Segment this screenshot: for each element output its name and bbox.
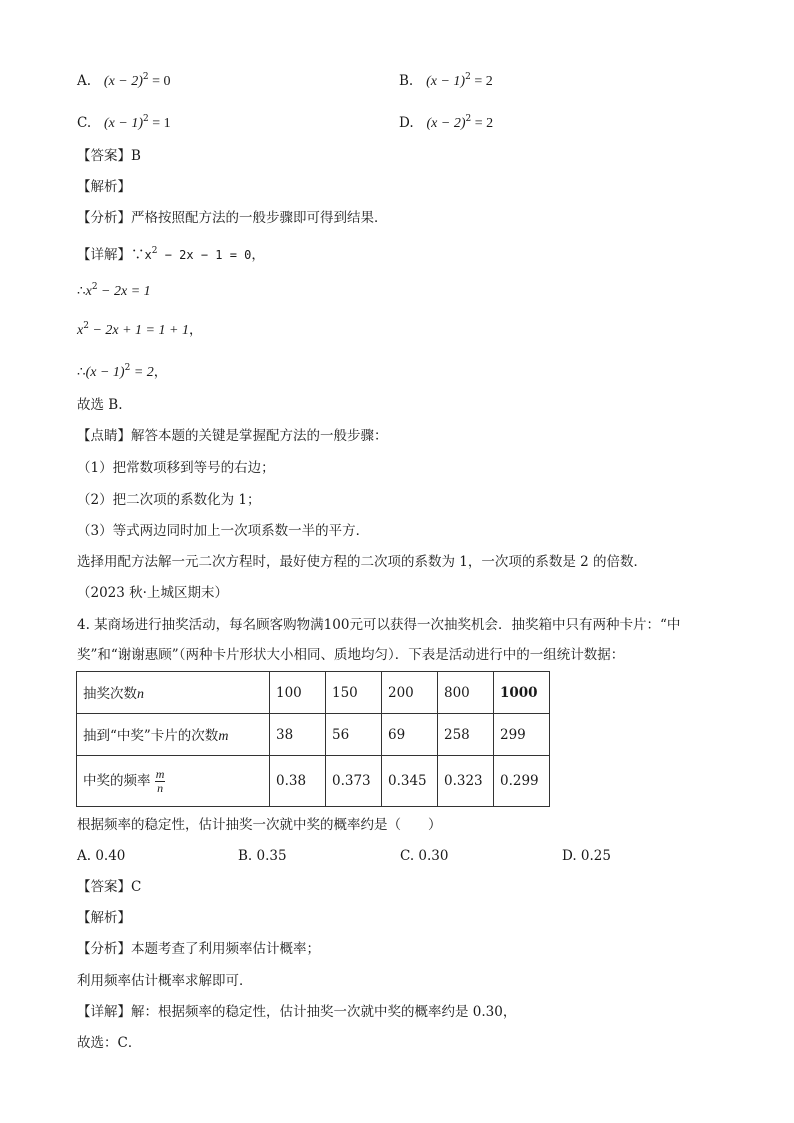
q4-analysis: 【分析】本题考查了利用频率估计概率；: [77, 941, 320, 957]
therefore-symbol: ∴: [77, 283, 86, 299]
q4-option-c: C. 0.30: [400, 848, 449, 864]
table-row: [77, 672, 550, 714]
step3-rhs: = 2: [130, 365, 154, 380]
table-cell: 56: [326, 714, 382, 756]
q4-option-b: B. 0.35: [238, 848, 287, 864]
table-cell: 0.323: [438, 756, 494, 807]
option-a-rhs: = 0: [148, 74, 171, 89]
step2-exp: 2: [83, 321, 89, 331]
var-m: m: [218, 729, 229, 744]
option-a-math: (x − 2): [103, 74, 143, 89]
option-b-math: (x − 1): [426, 74, 466, 89]
step3-exp: 2: [124, 363, 131, 373]
table-row-label: [77, 714, 270, 756]
q4-analysis-2: 利用频率估计概率求解即可．: [77, 973, 253, 989]
statistics-table: [76, 671, 550, 807]
step3-lhs: (x − 1): [85, 365, 125, 380]
q4-stem-line2: 奖”和“谢谢惠顾”（两种卡片形状大小相同、质地均匀）．下表是活动进行中的一组统计数据：: [77, 647, 625, 663]
step2-equation: − 2x + 1 = 1 + 1: [88, 323, 189, 338]
q4-answer: 【答案】C: [77, 879, 142, 895]
q3-summary: 选择用配方法解一元二次方程时，最好使方程的二次项的系数为 1，一次项的系数是 2 的倍数．: [77, 554, 648, 570]
row-label-text: 抽到“中奖”卡片的次数: [83, 728, 219, 744]
step2-suffix: ，: [188, 322, 203, 338]
table-cell: 1000: [494, 672, 550, 714]
q4-source: （2023 秋·上城区期末）: [77, 585, 228, 601]
option-d-rhs: = 2: [471, 116, 494, 131]
fraction-m-over-n: [155, 768, 166, 795]
table-cell: 299: [494, 714, 550, 756]
q3-step2: [77, 317, 202, 340]
option-d: [399, 110, 493, 133]
fraction-denominator: n: [157, 780, 164, 795]
table-cell: 0.373: [326, 756, 382, 807]
option-a-label: A.: [77, 73, 92, 89]
q3-detail-line: [77, 242, 265, 264]
q4-jiexi-heading: 【解析】: [77, 910, 131, 926]
option-c-math: (x − 1): [104, 116, 144, 131]
option-b: [399, 68, 493, 91]
step1-x: x: [85, 284, 92, 299]
q3-step1: [77, 278, 151, 301]
q3-step3: [77, 359, 167, 382]
option-d-math: (x − 2): [426, 116, 466, 131]
table-cell: 0.345: [382, 756, 438, 807]
q3-detail-equation: − 2x − 1 = 0: [157, 248, 252, 262]
q4-stem-line1: 4. 某商场进行抽奖活动，每名顾客购物满100元可以获得一次抽奖机会．抽奖箱中只有两种卡片：“中: [77, 617, 681, 633]
table-cell: 69: [382, 714, 438, 756]
var-n: n: [137, 687, 144, 702]
q4-conclusion: 故选：C．: [77, 1035, 142, 1051]
q3-jiexi-heading: 【解析】: [77, 179, 131, 195]
table-row: [77, 714, 550, 756]
q3-point-1: （1）把常数项移到等号的右边；: [77, 460, 275, 476]
option-c: [77, 110, 171, 133]
option-b-label: B.: [399, 73, 414, 89]
option-b-rhs: = 2: [470, 74, 493, 89]
q4-option-a: A. 0.40: [77, 848, 126, 864]
table-cell: 150: [326, 672, 382, 714]
option-c-rhs: = 1: [148, 116, 171, 131]
table-cell: 200: [382, 672, 438, 714]
q3-detail-exp: 2: [151, 246, 158, 256]
step3-suffix: ，: [153, 364, 168, 380]
step1-equation: − 2x = 1: [97, 284, 151, 299]
row-label-text: 抽奖次数: [83, 686, 137, 702]
option-a: [77, 68, 171, 91]
table-cell: 100: [270, 672, 326, 714]
fraction-numerator: m: [155, 766, 165, 781]
q4-option-d: D. 0.25: [562, 848, 611, 864]
q3-detail-prefix: 【详解】∵: [77, 247, 145, 263]
q4-question: 根据频率的稳定性，估计抽奖一次就中奖的概率约是（ ）: [77, 817, 442, 833]
step1-exp: 2: [91, 282, 98, 292]
q3-dianjing: 【点睛】解答本题的关键是掌握配方法的一般步骤：: [77, 428, 388, 444]
option-c-exponent: 2: [143, 114, 149, 124]
table-cell: 800: [438, 672, 494, 714]
q3-analysis: 【分析】严格按照配方法的一般步骤即可得到结果．: [77, 210, 388, 226]
table-row-label: [77, 672, 270, 714]
table-cell: 38: [270, 714, 326, 756]
table-row: [77, 756, 550, 807]
q4-detail: 【详解】解：根据频率的稳定性，估计抽奖一次就中奖的概率约是 0.30，: [77, 1004, 517, 1020]
option-a-exponent: 2: [142, 72, 149, 82]
table-cell: 258: [438, 714, 494, 756]
q3-conclusion: 故选 B.: [77, 397, 123, 413]
option-d-label: D.: [399, 115, 414, 131]
option-d-exponent: 2: [465, 114, 472, 124]
row-label-text: 中奖的频率: [83, 772, 151, 789]
q3-point-3: （3）等式两边同时加上一次项系数一半的平方．: [77, 523, 370, 539]
table-cell: 0.38: [270, 756, 326, 807]
table-row-label: [77, 756, 270, 807]
q3-point-2: （2）把二次项的系数化为 1；: [77, 492, 261, 508]
q3-answer: 【答案】B: [77, 148, 141, 164]
table-cell: 0.299: [494, 756, 550, 807]
therefore-symbol: ∴: [77, 364, 86, 380]
q3-detail-x: x: [144, 248, 152, 262]
step2-x: x: [77, 323, 84, 338]
option-b-exponent: 2: [465, 72, 471, 82]
option-c-label: C.: [77, 115, 92, 131]
q3-detail-suffix: ，: [251, 247, 265, 263]
